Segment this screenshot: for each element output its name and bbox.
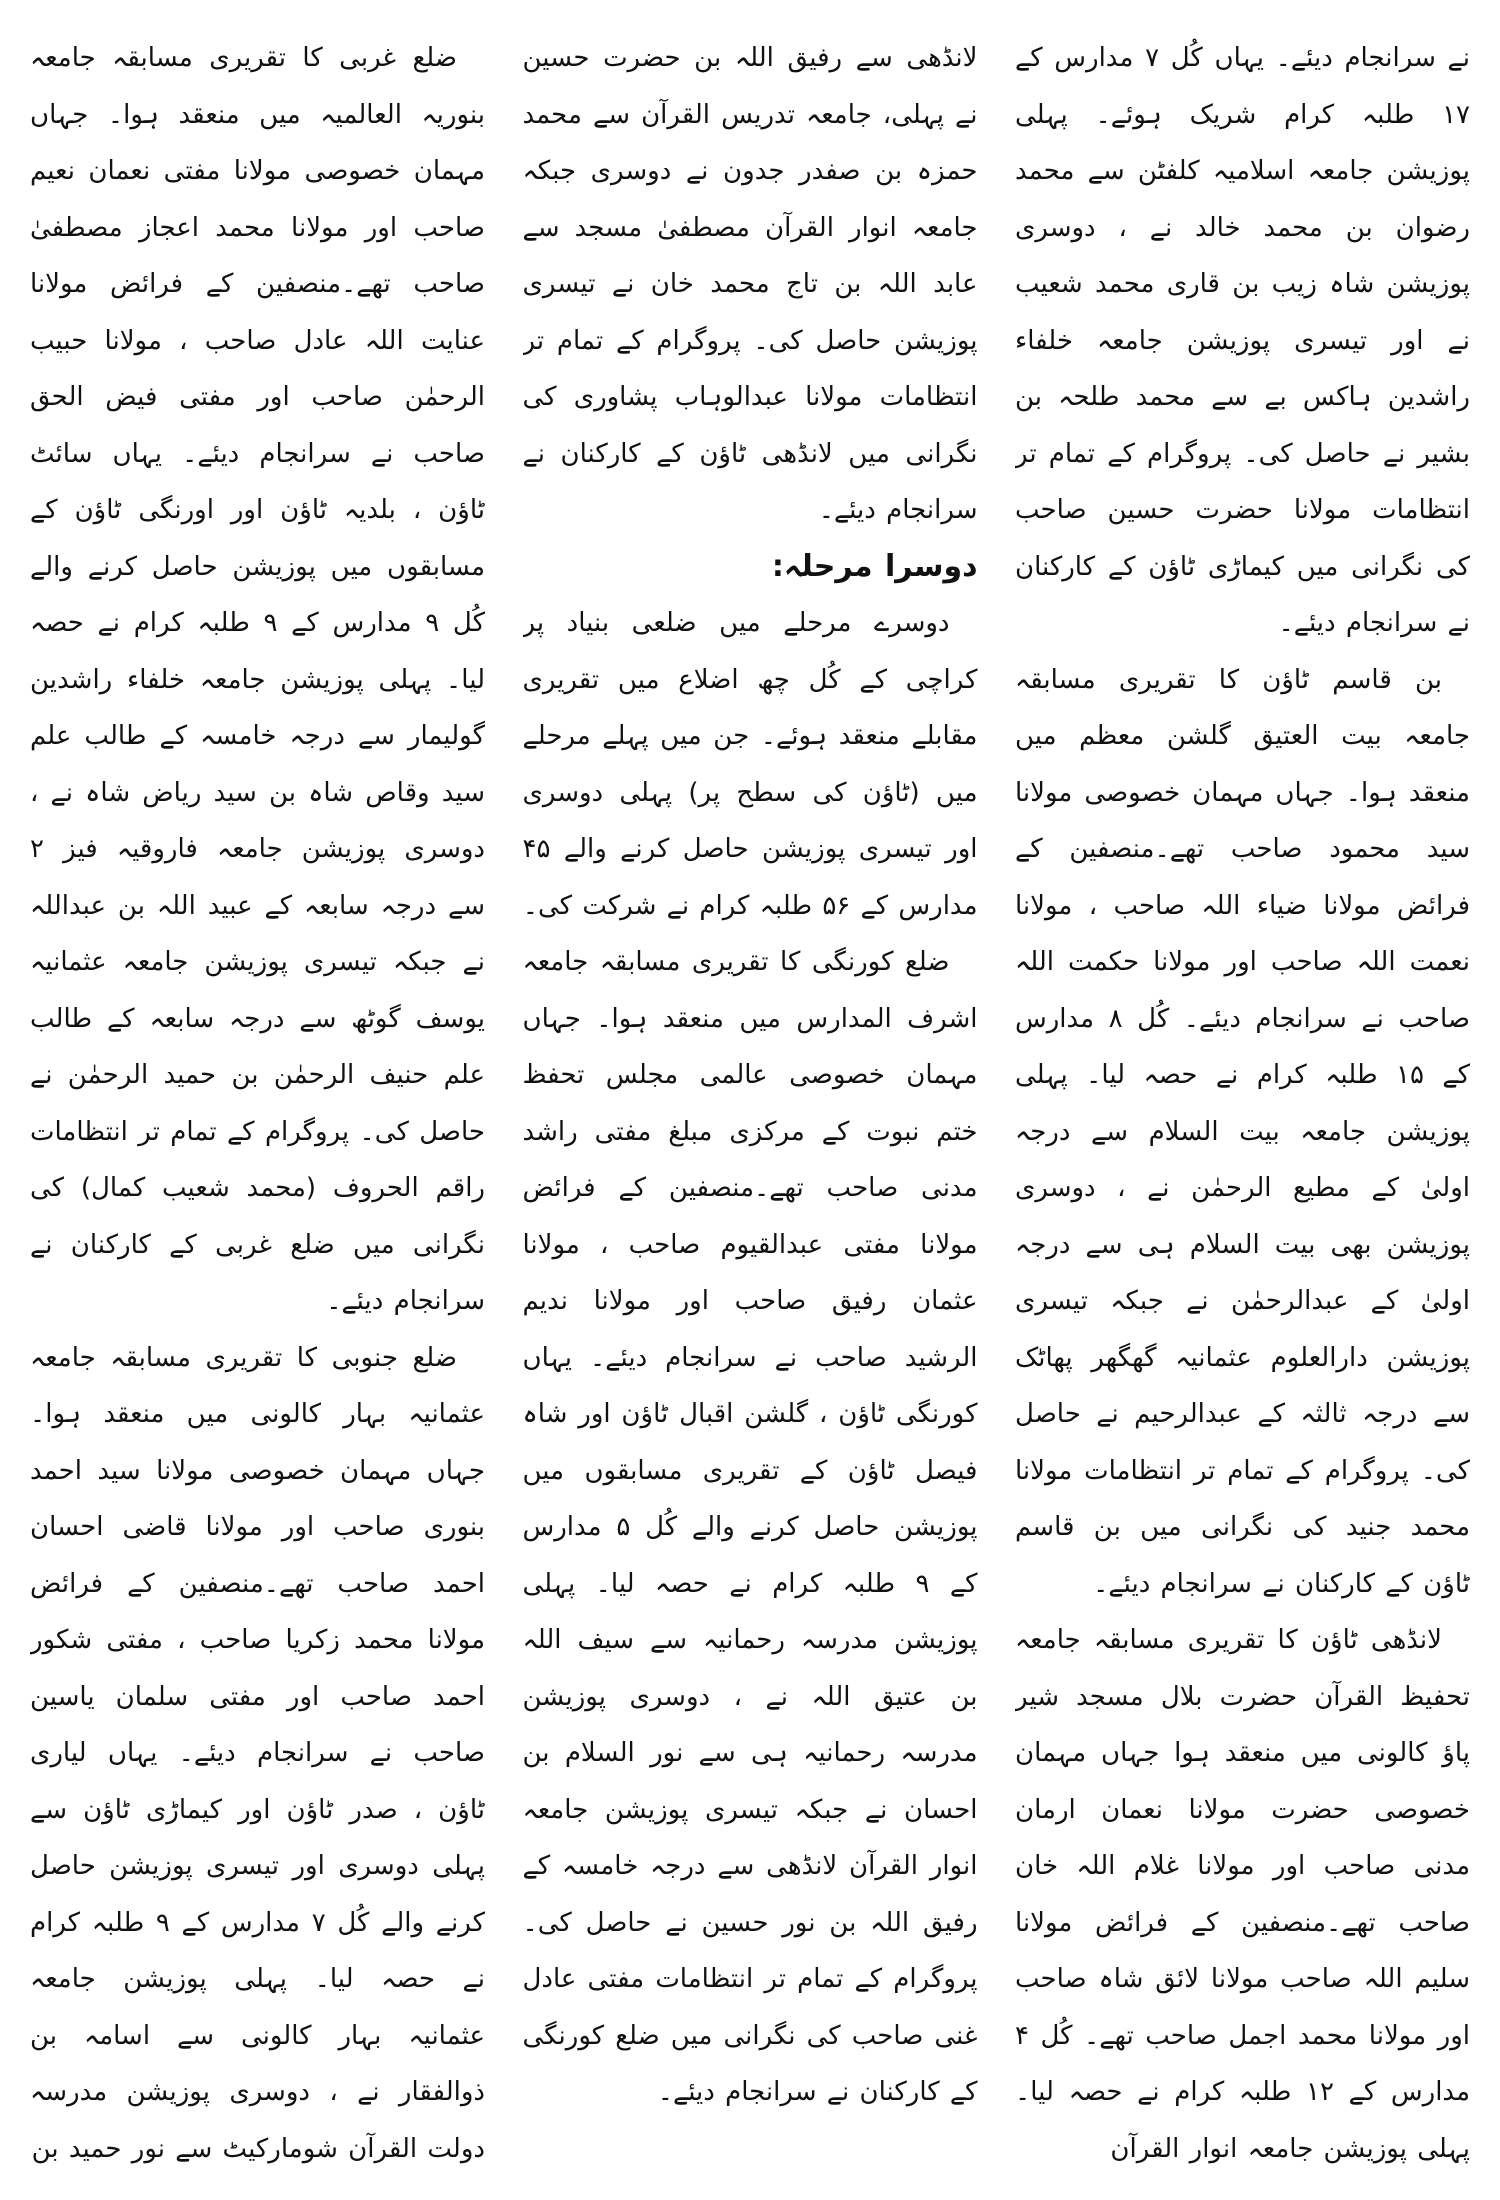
paragraph-landhi-town: لانڈھی ٹاؤن کا تقریری مسابقہ جامعہ تحفیظ القرآن حضرت بلال مسجد شیر پاؤ کالونی میں منعقد ہوا جہاں مہمان خصوصی حضرت مولانا نعمان ارمان مدنی صاحب اور مولانا غلام اللہ خان صاحب تھے۔منصفین کے فرائض مولانا سلیم اللہ صاحب مولانا لائق شاہ صاحب اور مولانا محمد اجمل صاحب تھے۔ کُل ۴ مدارس کے ۱۲ طلبہ کرام نے حصہ لیا۔ پہلی پوزیشن جامعہ انوار القرآن: [1015, 1625, 1470, 2164]
paragraph-second-stage-intro: دوسرے مرحلے میں ضلعی بنیاد پر کراچی کے کُل چھ اضلاع میں تقریری مقابلے منعقد ہوئے۔ جن میں پہلے مرحلے میں (ٹاؤن کی سطح پر) پہلی دوسری اور تیسری پوزیشن حاصل کرنے والے ۴۵ مدارس کے ۵۶ طلبہ کرام نے شرکت کی۔: [522, 608, 978, 921]
paragraph-landhi-results: لانڈھی سے رفیق اللہ بن حضرت حسین نے پہلی، جامعہ تدریس القرآن سے محمد حمزہ بن صفدر جدون نے دوسری جبکہ جامعہ انوار القرآن مصطفیٰ مسجد سے عابد اللہ بن تاج محمد خان نے تیسری پوزیشن حاصل کی۔ پروگرام کے تمام تر انتظامات مولانا عبدالوہاب پشاوری کی نگرانی میں لانڈھی ٹاؤن کے کارکنان نے سرانجام دیئے۔: [522, 43, 978, 525]
column-right: [1015, 30, 1470, 2170]
paragraph-district-south: ضلع جنوبی کا تقریری مسابقہ جامعہ عثمانیہ بہار کالونی میں منعقد ہوا۔ جہاں مہمان خصوصی مولانا سید احمد بنوری صاحب اور مولانا قاضی احسان احمد صاحب تھے۔منصفین کے فرائض مولانا محمد زکریا صاحب ، مفتی شکور احمد صاحب اور مفتی سلمان یاسین صاحب نے سرانجام دیئے۔ یہاں لیاری ٹاؤن ، صدر ٹاؤن اور کیماڑی ٹاؤن سے پہلی دوسری اور تیسری پوزیشن حاصل کرنے والے کُل ۷ مدارس کے ۹ طلبہ کرام نے حصہ لیا۔ پہلی پوزیشن جامعہ عثمانیہ بہار کالونی سے اسامہ بن ذوالفقار نے ، دوسری پوزیشن مدرسہ دولت القرآن شومارکیٹ سے نور حمید بن: [30, 1342, 485, 2164]
section-heading-second-stage: دوسرا مرحلہ:: [771, 548, 978, 584]
paragraph-bin-qasim-town: بن قاسم ٹاؤن کا تقریری مسابقہ جامعہ بیت العتیق گلشن معظم میں منعقد ہوا۔ جہاں مہمان خصوصی مولانا سید محمود صاحب تھے۔منصفین کے فرائض مولانا ضیاء اللہ صاحب ، مولانا نعمت اللہ صاحب اور مولانا حکمت اللہ صاحب نے سرانجام دیئے۔ کُل ۸ مدارس کے ۱۵ طلبہ کرام نے حصہ لیا۔ پہلی پوزیشن جامعہ بیت السلام سے درجہ اولیٰ کے مطیع الرحمٰن نے ، دوسری پوزیشن بھی بیت السلام ہی سے درجہ اولیٰ کے عبدالرحمٰن نے جبکہ تیسری پوزیشن دارالعلوم عثمانیہ گھگھر پھاٹک سے درجہ ثالثہ کے عبدالرحیم نے حاصل کی۔ پروگرام کے تمام تر انتظامات مولانا محمد جنید کی نگرانی میں بن قاسم ٹاؤن کے کارکنان نے سرانجام دیئے۔: [1015, 664, 1470, 1599]
paragraph-district-korangi: ضلع کورنگی کا تقریری مسابقہ جامعہ اشرف المدارس میں منعقد ہوا۔ جہاں مہمان خصوصی عالمی مجلس تحفظ ختم نبوت کے مرکزی مبلغ مفتی راشد مدنی صاحب تھے۔منصفین کے فرائض مولانا مفتی عبدالقیوم صاحب ، مولانا عثمان رفیق صاحب اور مولانا ندیم الرشید صاحب نے سرانجام دیئے۔ یہاں کورنگی ٹاؤن ، گلشن اقبال ٹاؤن اور شاہ فیصل ٹاؤن کے تقریری مسابقوں میں پوزیشن حاصل کرنے والے کُل ۵ مدارس کے ۹ طلبہ کرام نے حصہ لیا۔ پہلی پوزیشن مدرسہ رحمانیہ سے سیف اللہ بن عتیق اللہ نے ، دوسری پوزیشن مدرسہ رحمانیہ ہی سے نور السلام بن احسان نے جبکہ تیسری پوزیشن جامعہ انوار القرآن لانڈھی سے درجہ خامسہ کے رفیق اللہ بن نور حسین نے حاصل کی۔ پروگرام کے تمام تر انتظامات مفتی عادل غنی صاحب کی نگرانی میں ضلع کورنگی کے کارکنان نے سرانجام دیئے۔: [522, 947, 978, 2107]
paragraph-kemari-results: نے سرانجام دیئے۔ یہاں کُل ۷ مدارس کے ۱۷ طلبہ کرام شریک ہوئے۔ پہلی پوزیشن جامعہ اسلامیہ کلفٹن سے محمد رضوان بن محمد خالد نے ، دوسری پوزیشن شاہ زیب بن قاری محمد شعیب نے اور تیسری پوزیشن جامعہ خلفاء راشدین ہاکس بے سے محمد طلحہ بن بشیر نے حاصل کی۔ پروگرام کے تمام تر انتظامات مولانا حضرت حسین صاحب کی نگرانی میں کیماڑی ٹاؤن کے کارکنان نے سرانجام دیئے۔: [1015, 43, 1470, 638]
paragraph-district-west: ضلع غربی کا تقریری مسابقہ جامعہ بنوریہ العالمیہ میں منعقد ہوا۔ جہاں مہمان خصوصی مولانا مفتی نعمان نعیم صاحب اور مولانا محمد اعجاز مصطفیٰ صاحب تھے۔منصفین کے فرائض مولانا عنایت اللہ عادل صاحب ، مولانا حبیب الرحمٰن صاحب اور مفتی فیض الحق صاحب نے سرانجام دیئے۔ یہاں سائٹ ٹاؤن ، بلدیہ ٹاؤن اور اورنگی ٹاؤن کے مسابقوں میں پوزیشن حاصل کرنے والے کُل ۹ مدارس کے ۹ طلبہ کرام نے حصہ لیا۔ پہلی پوزیشن جامعہ خلفاء راشدین گولیمار سے درجہ خامسہ کے طالب علم سید وقاص شاہ بن سید ریاض شاہ نے ، دوسری پوزیشن جامعہ فاروقیہ فیز ۲ سے درجہ سابعہ کے عبید اللہ بن عبداللہ نے جبکہ تیسری پوزیشن جامعہ عثمانیہ یوسف گوٹھ سے درجہ سابعہ کے طالب علم حنیف الرحمٰن بن حمید الرحمٰن نے حاصل کی۔ پروگرام کے تمام تر انتظامات راقم الحروف (محمد شعیب کمال) کی نگرانی میں ضلع غربی کے کارکنان نے سرانجام دیئے۔: [30, 43, 485, 1316]
column-left: [30, 30, 485, 2170]
column-middle: [523, 30, 978, 2170]
